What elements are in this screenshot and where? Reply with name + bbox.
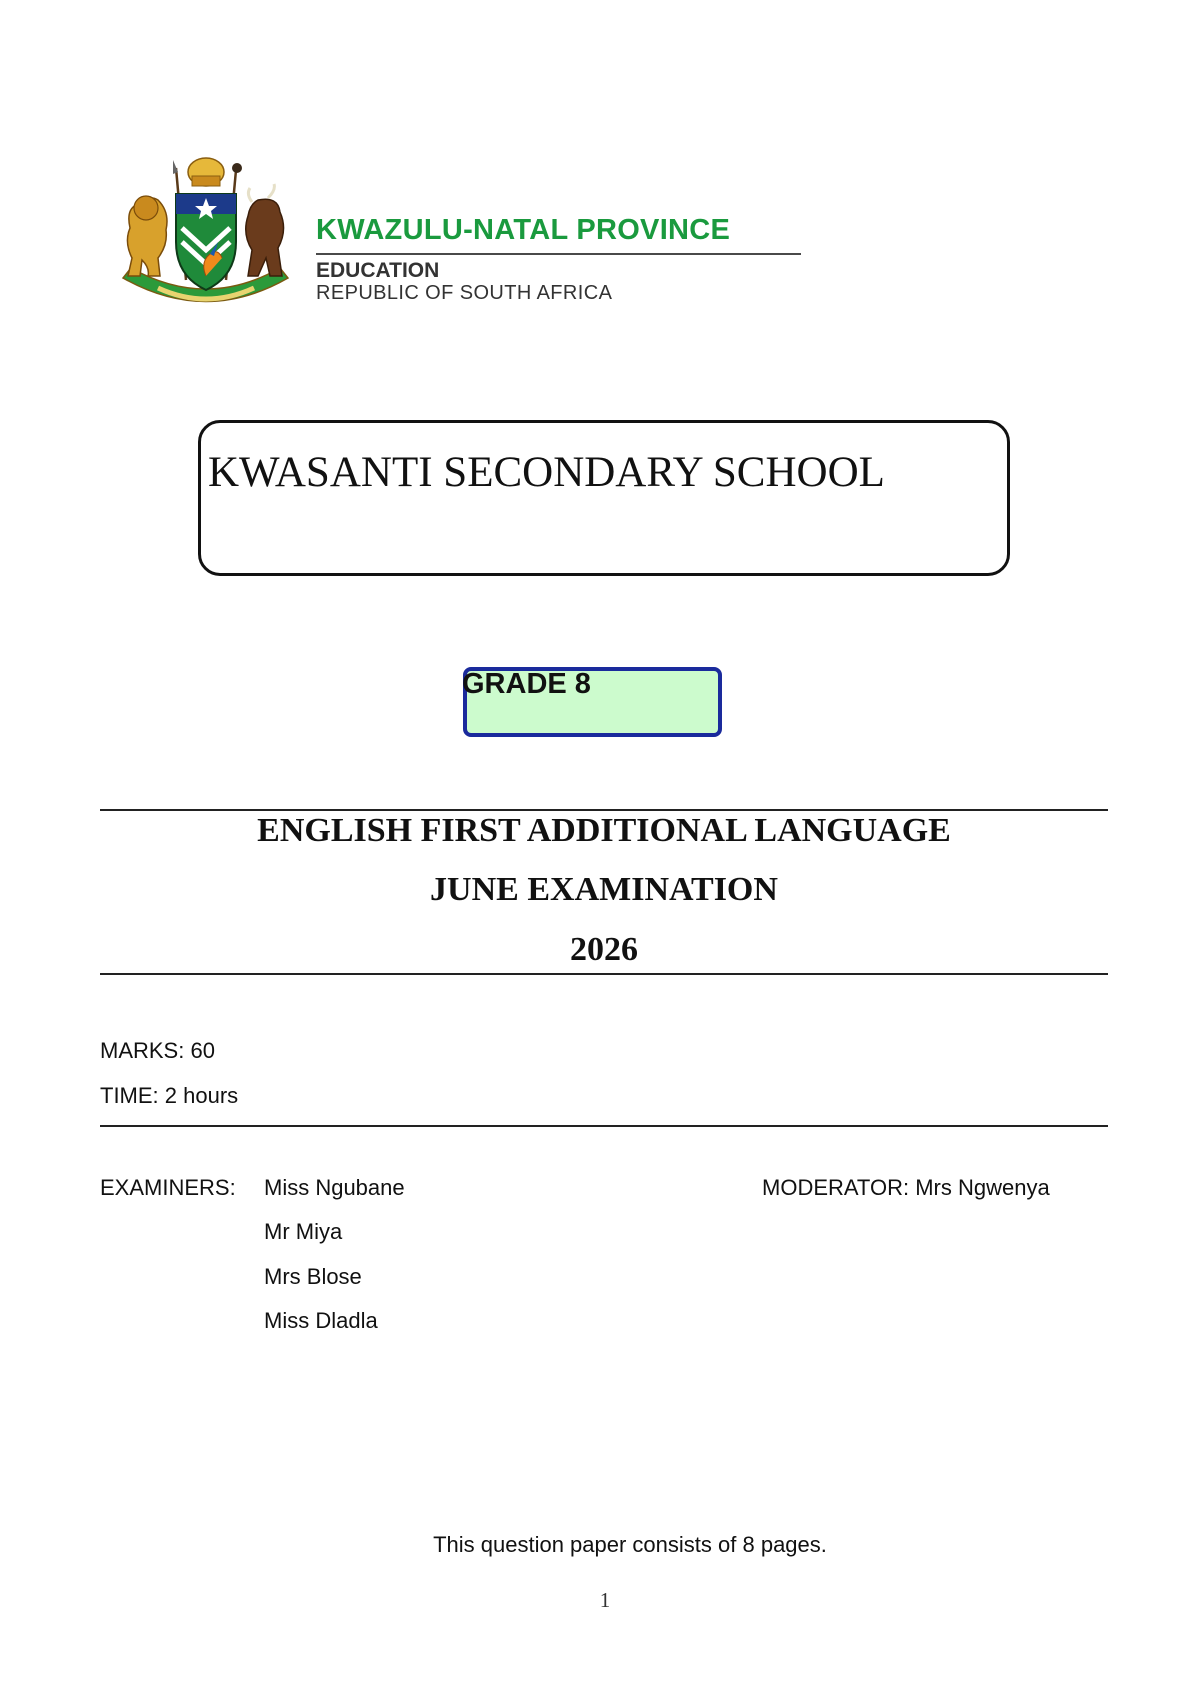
school-name-box	[198, 420, 1010, 576]
title-top-rule	[100, 809, 1108, 811]
page-count-note: This question paper consists of 8 pages.	[433, 1532, 827, 1557]
examiner-name: Mr Miya	[264, 1219, 343, 1244]
time-info: TIME: 2 hours	[100, 1083, 239, 1108]
coat-of-arms-icon	[118, 150, 293, 320]
examiner-name: Mrs Blose	[264, 1264, 362, 1289]
department-name: EDUCATION	[316, 259, 440, 282]
subject-title: ENGLISH FIRST ADDITIONAL LANGUAGE	[257, 812, 951, 849]
header-divider	[316, 253, 801, 255]
moderator-info: MODERATOR: Mrs Ngwenya	[762, 1175, 1050, 1200]
details-rule	[100, 1125, 1108, 1127]
examiner-name: Miss Ngubane	[264, 1175, 405, 1200]
examiners-label: EXAMINERS:	[100, 1175, 236, 1200]
province-title: KWAZULU-NATAL PROVINCE	[316, 214, 731, 246]
exam-year: 2026	[570, 931, 638, 968]
marks-info: MARKS: 60	[100, 1038, 215, 1063]
country-name: REPUBLIC OF SOUTH AFRICA	[316, 282, 613, 304]
page-number: 1	[599, 1588, 611, 1612]
grade-label: GRADE 8	[462, 668, 591, 700]
examiner-name: Miss Dladla	[264, 1308, 378, 1333]
exam-session: JUNE EXAMINATION	[430, 871, 778, 908]
school-name: KWASANTI SECONDARY SCHOOL	[208, 449, 885, 496]
title-bottom-rule	[100, 973, 1108, 975]
